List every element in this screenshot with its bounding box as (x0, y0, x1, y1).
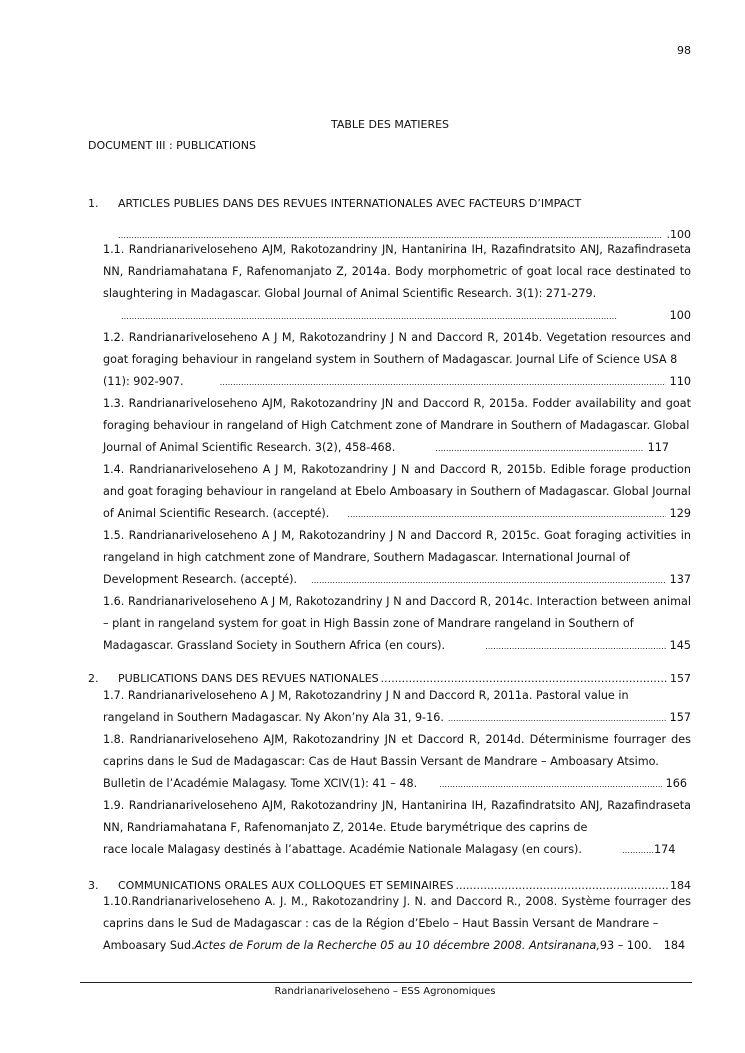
toc-entry-1-5 (103, 525, 691, 592)
dot-leader (439, 773, 662, 796)
entry-text: 1.3. Randrianariveloseheno AJM, Rakotozandriny JN and Daccord R, 2015a. Fodder availability and goat foraging behaviour in rangeland of High Catchment zone of Mandrare in Southern of Madagascar. Global (103, 397, 691, 432)
entry-tail: Madagascar. Grassland Society in Southern Africa (en cours). (103, 639, 446, 652)
entry-page: 145 (669, 639, 691, 652)
entry-text: 1.2. Randrianariveloseheno A J M, Rakotozandriny J N and Daccord R, 2014b. Vegetation resources and goat foraging behaviour in rangeland system in Southern of Madagascar. Journal Life of Science USA 8 (103, 331, 691, 366)
entry-tail: rangeland in Southern Madagascar. Ny Akon’ny Ala 31, 9-16. (103, 711, 444, 724)
toc-entry-1-3 (103, 393, 691, 460)
dot-leader (485, 635, 666, 658)
section-page: . (666, 228, 670, 241)
entry-tail: of Animal Scientific Research. (accepté). (103, 507, 330, 520)
section-page-number: 157 (670, 672, 691, 685)
entry-page: 100 (669, 309, 691, 322)
entry-text: 1.5. Randrianariveloseheno A J M, Rakotozandriny J N and Daccord R, 2015c. Goat foraging activities in rangeland in high catchment zone of Mandrare, Southern Madagascar. International Journal of (103, 529, 691, 564)
entry-page: 129 (669, 507, 691, 520)
entry-text: 1.4. Randrianariveloseheno A J M, Rakotozandriny J N and Daccord R, 2015b. Edible forage production and goat foraging behaviour in rangeland at Ebelo Amboasary in Southern of Madagascar. Global Journal (103, 463, 691, 498)
entry-text: 1.7. Randrianariveloseheno A J M, Rakotozandriny J N and Daccord R, 2011a. Pastoral value in (103, 689, 629, 702)
entry-text: 1.8. Randrianariveloseheno AJM, Rakotozandriny JN et Daccord R, 2014d. Déterminisme fourrager des caprins dans le Sud de Madagascar: Cas de Haut Bassin Versant de Mandrare – Amboasary Atsimo. (103, 733, 691, 768)
entry-text: 1.6. Randrianariveloseheno A J M, Rakotozandriny J N and Daccord R, 2014c. Interaction between animal – plant in rangeland system for goat in High Bassin zone of Mandrare rangeland in Southern of (103, 595, 691, 630)
entry-tail: race locale Malagasy destinés à l’abattage. Académie Nationale Malagasy (en cours). (103, 843, 582, 856)
section-heading-2 (88, 672, 691, 685)
toc-entry-1-6 (103, 591, 691, 658)
entry-text: 1.9. Randrianariveloseheno AJM, Rakotozandriny JN, Hantanirina IH, Razafindratsito ANJ, Razafindraseta NN, Randriamahatana F, Rafenomanjato Z, 2014e. Etude barymétrique des caprins de (103, 799, 691, 834)
entry-text: 1.10.Randrianariveloseheno A. J. M., Rakotozandriny J. N. and Daccord R., 2008. Système fourrager des caprins dans le Sud de Madagascar : cas de la Région d’Ebelo – Haut Bassin Versant de Mandrare – (103, 895, 691, 930)
entry-page: 184 (663, 939, 686, 952)
document-heading: DOCUMENT III : PUBLICATIONS (88, 139, 256, 152)
toc-entry-1-2 (103, 327, 691, 394)
footer-divider (80, 982, 692, 983)
section-heading-1 (88, 197, 691, 210)
entry-tail-italic: Actes de Forum de la Recherche 05 au 10 décembre 2008. Antsiranana, (194, 939, 600, 952)
dot-leader (381, 672, 668, 685)
toc-entry-1-4 (103, 459, 691, 526)
toc-title: TABLE DES MATIERES (330, 118, 450, 131)
section-page-number: 184 (670, 879, 691, 892)
entry-tail-end: 93 – 100. (599, 939, 652, 952)
entry-page: 110 (669, 375, 691, 388)
toc-entry-1-9 (103, 795, 691, 862)
entry-page: 166 (665, 777, 687, 790)
dot-leader (311, 569, 666, 592)
entry-tail: Amboasary Sud. (103, 939, 195, 952)
entry-page: 157 (669, 711, 691, 724)
toc-entry-1-1 (103, 239, 691, 328)
toc-entry-1-10 (103, 891, 691, 957)
entry-text: 1.1. Randrianariveloseheno AJM, Rakotozandriny JN, Hantanirina IH, Razafindratsito ANJ, Razafindraseta NN, Randriamahatana F, Rafenomanjato Z, 2014a. Body morphometric of goat local race destinated to slaughtering in Madagascar. Global Journal of Animal Scientific Research. 3(1): 271-279. (103, 243, 691, 300)
section-page-number: 100 (670, 228, 691, 241)
section-number: 1. (88, 197, 99, 210)
dot-leader (121, 305, 666, 328)
dot-leader (347, 503, 665, 526)
dot-leader (435, 437, 643, 460)
entry-page: 117 (647, 441, 669, 454)
entry-tail: Development Research. (accepté). (103, 573, 297, 586)
section-title: COMMUNICATIONS ORALES AUX COLLOQUES ET SEMINAIRES (118, 879, 454, 892)
toc-entry-1-7 (103, 685, 691, 730)
entry-page: 174 (653, 843, 676, 856)
entry-page: 137 (669, 573, 691, 586)
dot-leader: ………… (621, 846, 654, 855)
section-number: 3. (88, 879, 99, 892)
section-number: 2. (88, 672, 99, 685)
section-title: ARTICLES PUBLIES DANS DES REVUES INTERNATIONALES AVEC FACTEURS D’IMPACT (118, 197, 582, 210)
footer-text: Randrianariveloseheno – ESS Agronomiques (274, 986, 496, 997)
section-title: PUBLICATIONS DANS DES REVUES NATIONALES (118, 672, 379, 685)
dot-leader (220, 371, 666, 394)
page-number: 98 (677, 44, 691, 57)
entry-tail: (11): 902-907. (103, 375, 184, 388)
entry-tail: Journal of Animal Scientific Research. 3(2), 458-468. (103, 441, 396, 454)
toc-entry-1-8 (103, 729, 691, 796)
dot-leader (448, 707, 666, 730)
entry-tail: Bulletin de l’Académie Malagasy. Tome XCIV(1): 41 – 48. (103, 777, 418, 790)
